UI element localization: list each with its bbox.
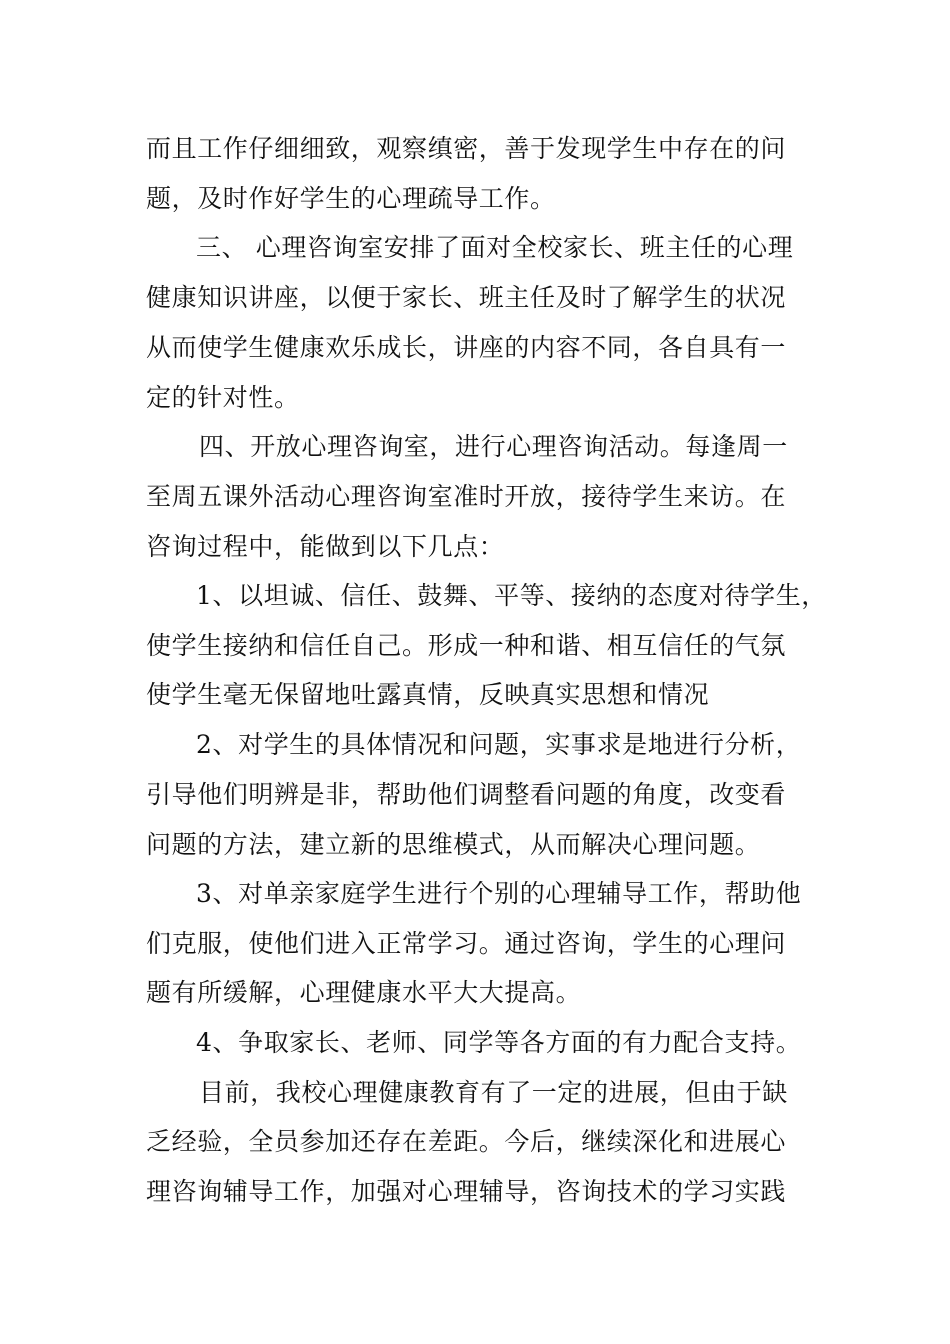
text-line: 目前，我校心理健康教育有了一定的进展，但由于缺: [199, 1078, 788, 1107]
text-line: 理咨询辅导工作，加强对心理辅导，咨询技术的学习实践: [146, 1177, 787, 1206]
text-line: 问题的方法，建立新的思维模式，从而解决心理问题。: [146, 830, 761, 859]
text-line: 三、 心理咨询室安排了面对全校家长、班主任的心理: [196, 233, 794, 262]
text-line: 乏经验，全员参加还存在差距。今后，继续深化和进展心: [146, 1127, 787, 1156]
text-line: 3、对单亲家庭学生进行个别的心理辅导工作，帮助他: [196, 879, 802, 908]
text-line: 们克服，使他们进入正常学习。通过咨询，学生的心理问: [146, 929, 787, 958]
text-line: 而且工作仔细细致，观察缜密，善于发现学生中存在的问: [146, 134, 787, 163]
text-line: 咨询过程中，能做到以下几点：: [146, 532, 505, 561]
text-line: 1、以坦诚、信任、鼓舞、平等、接纳的态度对待学生，: [196, 581, 827, 610]
text-line: 题，及时作好学生的心理疏导工作。: [146, 184, 556, 213]
text-line: 4、争取家长、老师、同学等各方面的有力配合支持。: [196, 1028, 802, 1057]
text-line: 至周五课外活动心理咨询室准时开放，接待学生来访。在: [146, 482, 787, 511]
text-line: 定的针对性。: [146, 383, 300, 412]
text-line: 从而使学生健康欢乐成长，讲座的内容不同，各自具有一: [146, 333, 787, 362]
text-line: 使学生接纳和信任自己。形成一种和谐、相互信任的气氛: [146, 631, 787, 660]
text-line: 健康知识讲座，以便于家长、班主任及时了解学生的状况: [146, 283, 787, 312]
text-line: 题有所缓解，心理健康水平大大提高。: [146, 978, 582, 1007]
text-line: 使学生毫无保留地吐露真情，反映真实思想和情况: [146, 680, 710, 709]
text-line: 四、开放心理咨询室，进行心理咨询活动。每逢周一: [199, 432, 788, 461]
text-line: 引导他们明辨是非，帮助他们调整看问题的角度，改变看: [146, 780, 787, 809]
text-line: 2、对学生的具体情况和问题，实事求是地进行分析，: [196, 730, 802, 759]
